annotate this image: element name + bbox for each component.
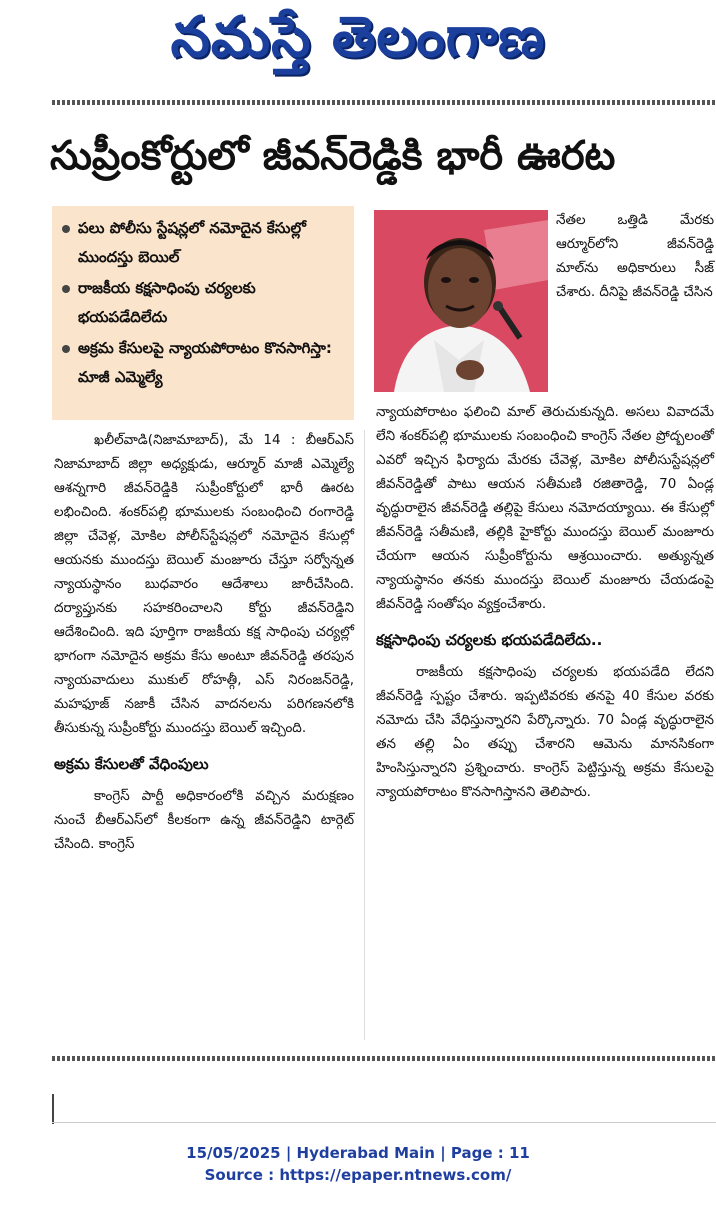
article-subheading: అక్రమ కేసులతో వేధింపులు <box>54 755 209 773</box>
politician-photo <box>374 210 548 392</box>
article-column-left <box>54 428 354 856</box>
bottom-divider <box>52 1056 716 1061</box>
footer-date-edition: 15/05/2025 | Hyderabad Main | Page : 11 <box>186 1144 530 1162</box>
person-speaking-image <box>374 210 548 392</box>
masthead-title: నమస్తే తెలంగాణ <box>170 4 546 70</box>
highlight-item: అక్రమ కేసులపై న్యాయపోరాటం కొనసాగిస్తా: మాజీ ఎమ్మెల్యే <box>62 334 348 392</box>
article-text-right-top <box>556 208 714 304</box>
article-subheading: కక్షసాధింపు చర్యలకు భయపడేదిలేదు.. <box>376 631 603 649</box>
highlights-box <box>52 206 354 420</box>
column-separator <box>364 430 365 1040</box>
highlight-item: రాజకీయ కక్షసాధింపు చర్యలకు భయపడేదిలేదు <box>62 274 348 332</box>
article-paragraph: ఖలీల్‌వాడి(నిజామాబాద్), మే 14 : బీఆర్ఎస్ నిజామాబాద్ జిల్లా అధ్యక్షుడు, ఆర్మూర్ మాజీ ఎమ్మెల్యే ఆశన్నగారి జీవన్‌రెడ్డికి సుప్రీంకోర్టులో భారీ ఊరట లభించింది. శంకర్‌పల్లి భూములకు సంబంధించి రంగారెడ్డి జిల్లా చేవెళ్ల, మోకిల పోలీస్‌స్టేషన్లలో నమోదైన కేసుల్లో ఆయనకు ముందస్తు బెయిల్ మంజూరు చేస్తూ సర్వోన్నత న్యాయస్థానం బుధవారం ఆదేశాలు జారీచేసింది. దర్యాప్తునకు సహకరించాలని కోర్టు జీవన్‌రెడ్డిని ఆదేశించింది. ఇది పూర్తిగా రాజకీయ కక్ష సాధింపు చర్యల్లో భాగంగా నమోదైన అక్రమ కేసు అంటూ జీవన్‌రెడ్డి తరపున న్యాయవాదులు ముకుల్ రోహత్గీ, ఎస్ నిరంజన్‌రెడ్డి, మహఫూజ్ నజాకీ చేసిన వాదనలను పరిగణనలోకి తీసుకున్న సుప్రీంకోర్టు ముందస్తు బెయిల్ ఇచ్చింది. <box>54 432 354 736</box>
frame-line <box>52 1122 716 1123</box>
top-divider <box>52 100 716 105</box>
article-paragraph: నేతల ఒత్తిడి మేరకు ఆర్మూర్‌లోని జీవన్‌రెడ్డి మాల్‌ను అధికారులు సీజ్ చేశారు. దీనిపై జీవన్‌రెడ్డి చేసిన <box>556 212 714 300</box>
newspaper-masthead <box>0 0 716 92</box>
frame-edge <box>52 1094 54 1124</box>
page-footer <box>0 1142 716 1186</box>
article-paragraph: రాజకీయ కక్షసాధింపు చర్యలకు భయపడేది లేదని జీవన్‌రెడ్డి స్పష్టం చేశారు. ఇప్పటివరకు తనపై 40 కేసుల వరకు నమోదు చేసి వేధిస్తున్నారని పేర్కొన్నారు. 70 ఏండ్ల వృద్ధురాలైన తన తల్లి ఏం తప్పు చేశారని ఆమెను మానసికంగా హింసిస్తున్నారని ప్రశ్నించారు. కాంగ్రెస్ పెట్టిస్తున్న అక్రమ కేసులపై న్యాయపోరాటం కొనసాగిస్తానని తెలిపారు. <box>376 664 714 800</box>
footer-source: Source : https://epaper.ntnews.com/ <box>204 1166 512 1184</box>
highlight-item: పలు పోలీసు స్టేషన్లలో నమోదైన కేసుల్లో ముందస్తు బెయిల్ <box>62 214 348 272</box>
article-paragraph: న్యాయపోరాటం ఫలించి మాల్ తెరుచుకున్నది. అసలు వివాదమే లేని శంకర్‌పల్లి భూములకు సంబంధించి కాంగ్రెస్ నేతల ప్రోద్బలంతో ఎవరో ఇచ్చిన ఫిర్యాదు మేరకు చేవెళ్ల, మోకిల పోలీసుస్టేషన్లలో జీవన్‌రెడ్డితో పాటు ఆయన సతీమణి రజితారెడ్డి, 70 ఏండ్ల వృద్ధురాలైన జీవన్‌రెడ్డి తల్లిపై కేసులు నమోదయ్యాయి. ఈ కేసుల్లో జీవన్‌రెడ్డి సతీమణి, తల్లికి హైకోర్టు ముందస్తు బెయిల్ మంజూరు చేయగా ఆయన సుప్రీంకోర్టును ఆశ్రయించారు. అత్యున్నత న్యాయస్థానం తనకు ముందస్తు బెయిల్ మంజూరు చేయడంపై జీవన్‌రెడ్డి సంతోషం వ్యక్తంచేశారు. <box>376 404 714 612</box>
article-paragraph: కాంగ్రెస్ పార్టీ అధికారంలోకి వచ్చిన మరుక్షణం నుంచే బీఆర్ఎస్‌లో కీలకంగా ఉన్న జీవన్‌రెడ్డిని టార్గెట్ చేసింది. కాంగ్రెస్ <box>54 788 354 852</box>
article-headline: సుప్రీంకోర్టులో జీవన్‌రెడ్డికి భారీ ఊరట <box>50 133 616 179</box>
article-column-right <box>376 400 714 804</box>
